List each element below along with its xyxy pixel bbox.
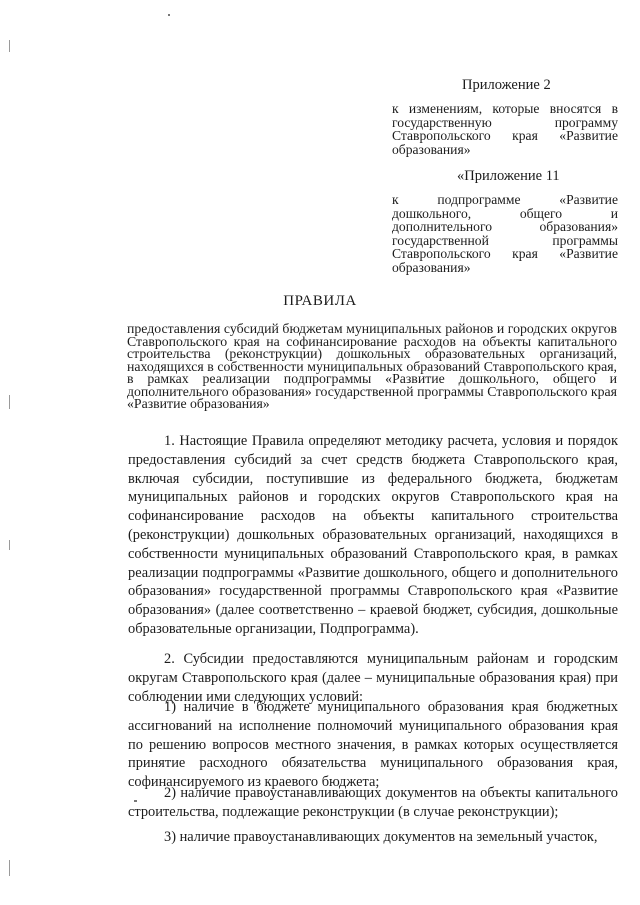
rules-subtitle: предоставления субсидий бюджетам муниципальных районов и городских округов Ставропольского края на софинансирование расходов на объекты капитального строительства (реконструкции) дошкольных образовательных организаций, находящихся в собственности муниципальных образований Ставропольского края, в рамках реализации подпрограммы «Развитие дошкольного, общего и дополнительного образования» государственной программы Ставропольского края «Развитие образования» [127,321,617,411]
paragraph-1-text: 1. Настоящие Правила определяют методику расчета, условия и порядок предоставления субсидий за счет средств бюджета Ставропольского края, включая субсидии, поступившие из федерального бюджета, бюджетам муниципальных районов и городских округов Ставропольского края на софинансирование расходов на объекты капитального строительства (реконструкции) дошкольных образовательных организаций, находящихся в собственности муниципальных образований Ставропольского края, в рамках реализации подпрограммы «Развитие дошкольного, общего и дополнительного образования» государственной программы Ставропольского края «Развитие образования» (далее соответственно – краевой бюджет, субсидия, дошкольные образовательные организации, Подпрограмма). [128,433,618,637]
appendix-subdescription: к подпрограмме «Развитие дошкольного, общего и дополнительного образования» государственной программы Ставропольского края «Развитие образования» [392,192,618,275]
scan-speck [168,14,170,16]
appendix-subtitle: «Приложение 11 [457,168,560,184]
scan-edge-mark [9,860,10,876]
scan-edge-mark [9,395,10,409]
scan-edge-mark [9,540,10,550]
condition-1 [128,698,618,792]
appendix-title: Приложение 2 [462,77,551,93]
condition-1-text: 1) наличие в бюджете муниципального образования края бюджетных ассигнований на исполнение полномочий муниципального образования края по решению вопросов местного значения, в рамках которых осуществляется принятие расходного обязательства муниципального образования края, софинансируемого из краевого бюджета; [128,699,618,791]
condition-2-text: 2) наличие правоустанавливающих документов на объекты капитального строительства, подлежащие реконструкции (в случае реконструкции); [128,785,618,820]
rules-title: ПРАВИЛА [283,293,357,309]
paragraph-1 [128,432,618,639]
condition-3 [128,828,618,847]
appendix-description: к изменениям, которые вносятся в государственную программу Ставропольского края «Развитие образования» [392,101,618,157]
condition-2 [128,784,618,822]
condition-3-text: 3) наличие правоустанавливающих документов на земельный участок, [164,829,598,845]
paragraph-2-text: 2. Субсидии предоставляются муниципальным районам и городским округам Ставропольского края (далее – муниципальные образования края) при соблюдении ими следующих условий: [128,651,618,705]
scan-edge-mark [9,40,10,52]
